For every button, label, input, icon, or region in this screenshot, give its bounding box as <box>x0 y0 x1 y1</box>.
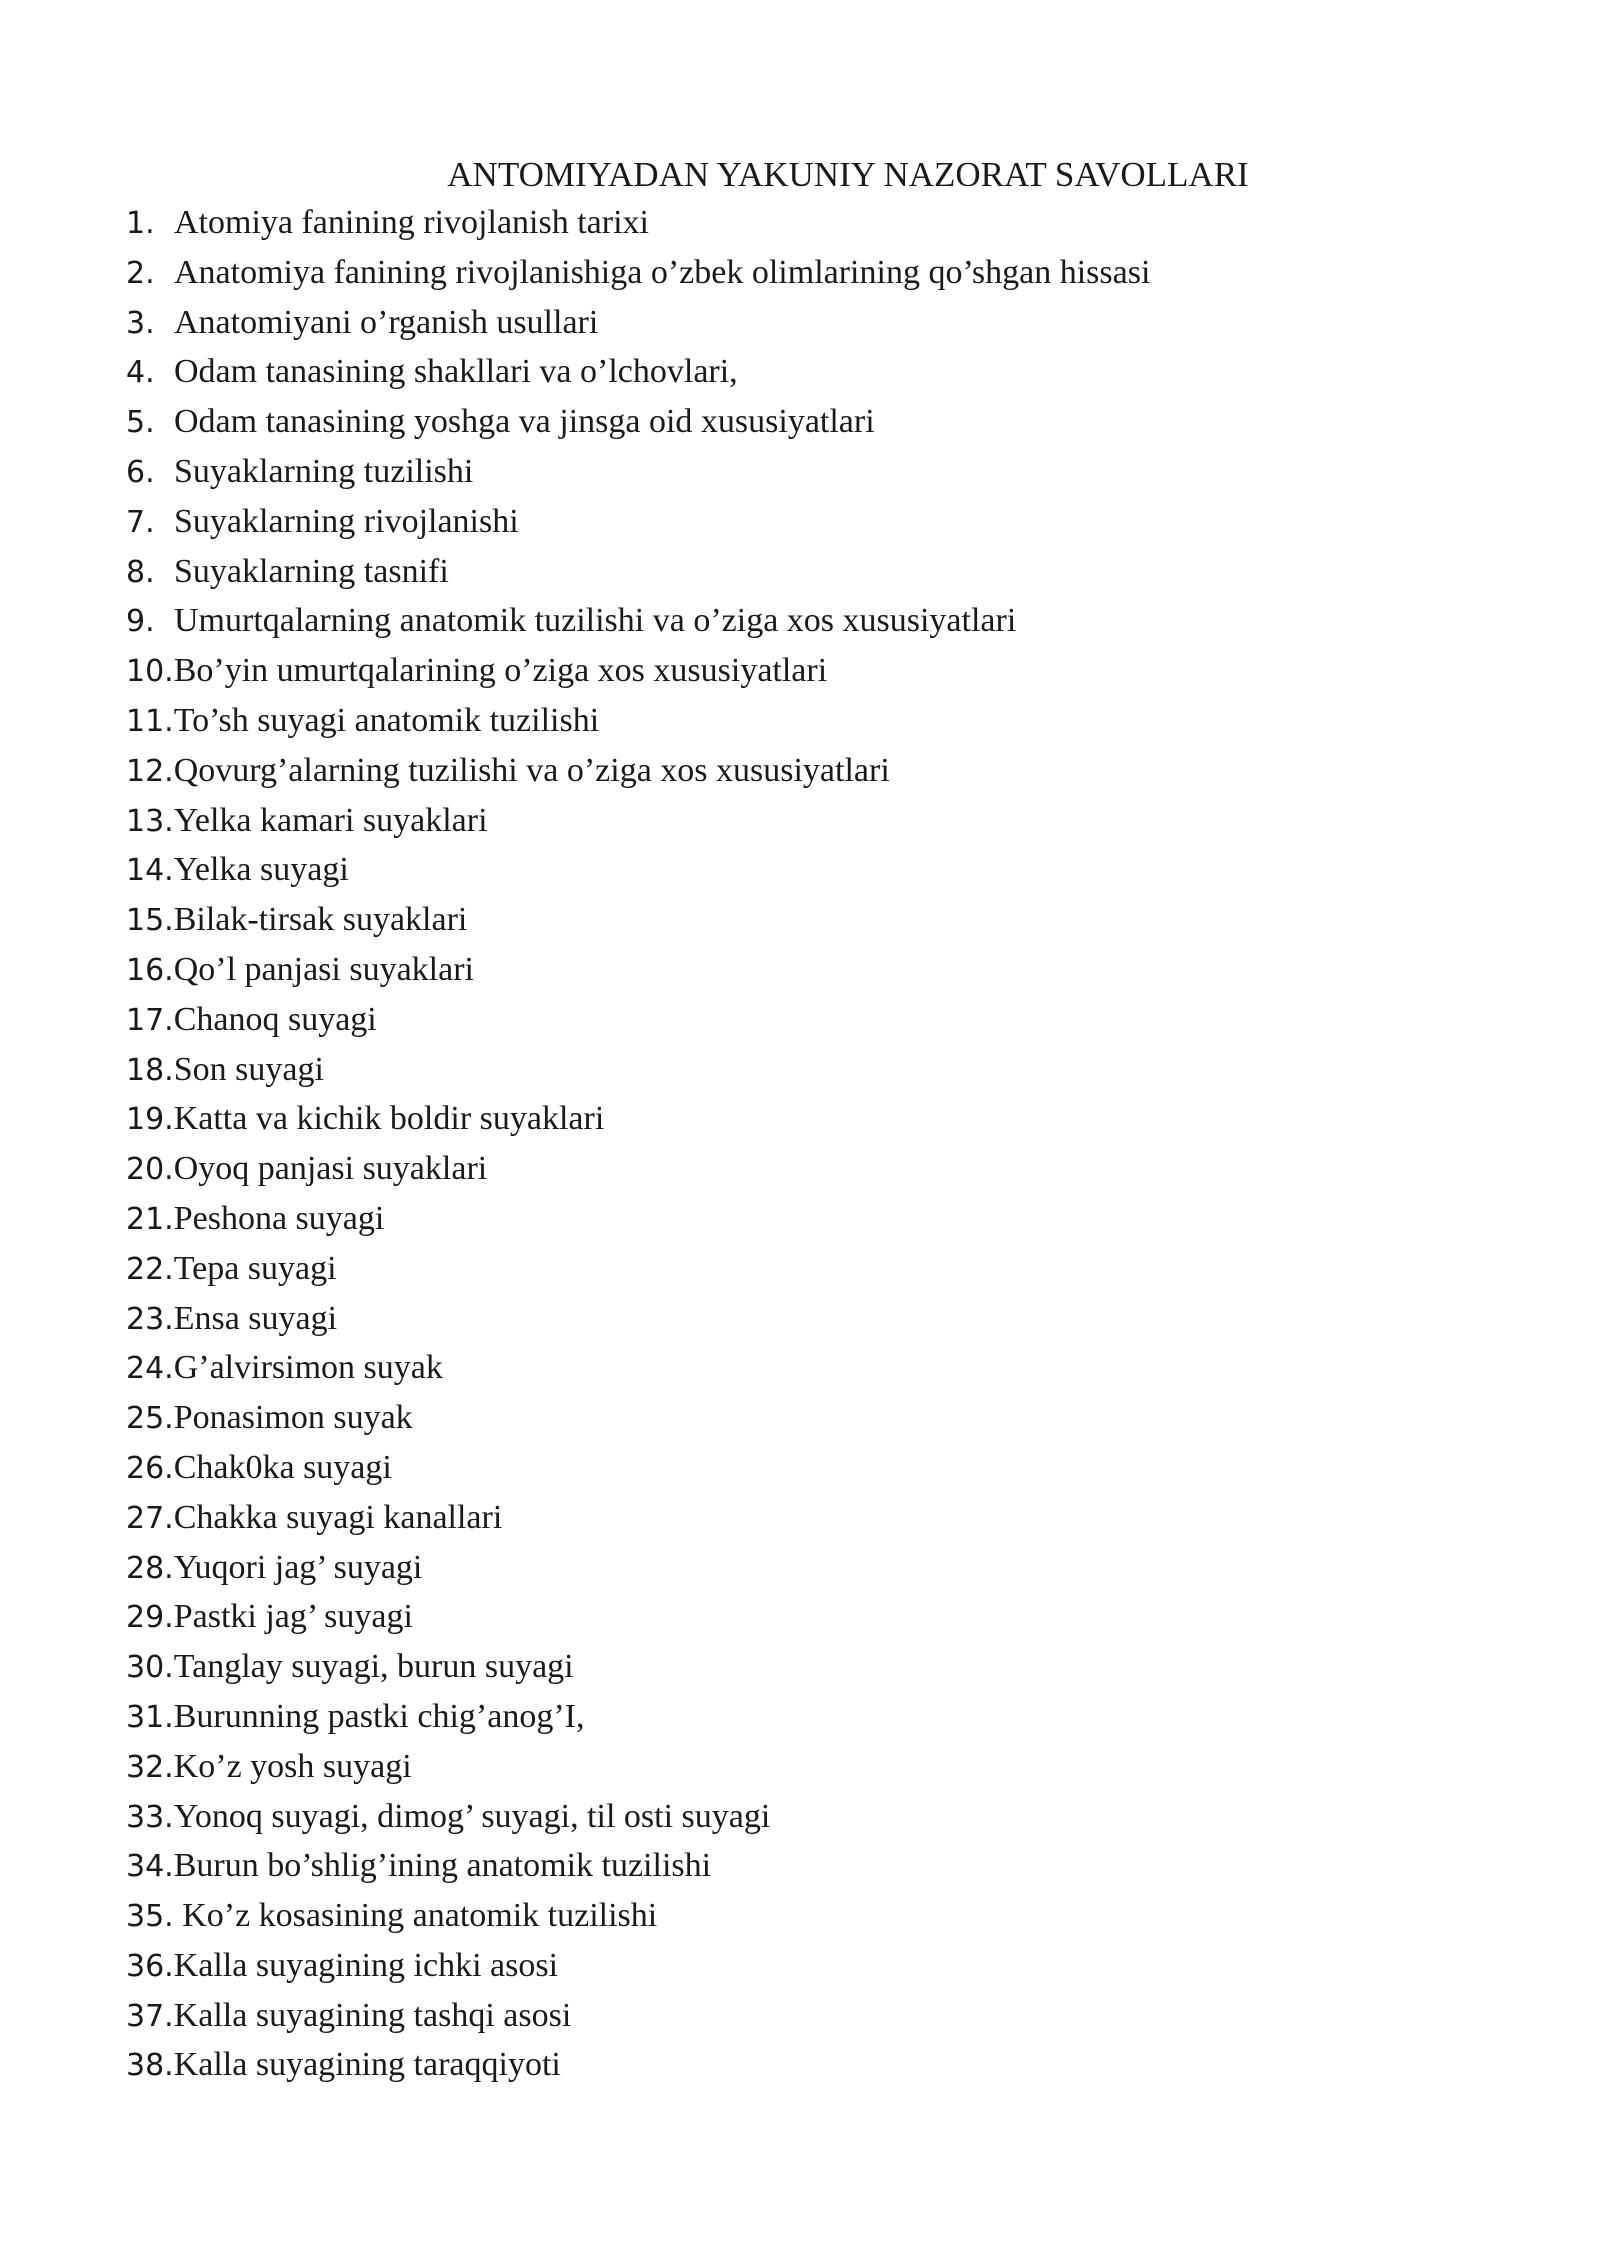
question-number: 35. <box>126 1899 174 1935</box>
question-text: Bilak-tirsak suyaklari <box>173 901 468 939</box>
question-text: Tepa suyagi <box>173 1249 337 1287</box>
question-number: 10. <box>126 654 174 690</box>
question-text: G’alvirsimon suyak <box>173 1349 443 1387</box>
question-text: Son suyagi <box>173 1050 324 1088</box>
question-number: 3. <box>126 305 155 341</box>
question-number: 15. <box>126 903 174 939</box>
question-number: 11. <box>126 703 174 739</box>
question-text: Suyaklarning rivojlanishi <box>174 502 519 540</box>
question-text: Chakka suyagi kanallari <box>173 1498 503 1536</box>
question-number: 17. <box>126 1002 174 1038</box>
question-item <box>126 1742 1150 1792</box>
question-list <box>126 198 1150 2090</box>
question-number: 38. <box>126 2048 174 2084</box>
question-number: 28. <box>126 1550 174 1586</box>
question-text: Odam tanasining yoshga va jinsga oid xususiyatlari <box>174 403 875 441</box>
question-item <box>126 995 1150 1045</box>
question-text: Suyaklarning tasnifi <box>174 552 449 590</box>
question-number: 29. <box>126 1600 174 1636</box>
question-item <box>126 895 1150 945</box>
question-item <box>126 845 1150 895</box>
question-item <box>126 1045 1150 1095</box>
question-number: 27. <box>126 1500 174 1536</box>
question-text: Kalla suyagining tashqi asosi <box>173 1996 572 2034</box>
question-number: 36. <box>126 1948 174 1984</box>
question-text: Chanoq suyagi <box>173 1000 377 1038</box>
question-number: 31. <box>126 1699 174 1735</box>
question-text: Ko’z yosh suyagi <box>173 1747 412 1785</box>
question-item <box>126 1642 1150 1692</box>
question-item <box>126 1891 1150 1941</box>
question-item <box>126 1991 1150 2041</box>
question-text: Kalla suyagining taraqqiyoti <box>173 2046 561 2084</box>
question-number: 22. <box>126 1251 174 1287</box>
question-item <box>126 1941 1150 1991</box>
question-item <box>126 1343 1150 1393</box>
question-text: Ensa suyagi <box>173 1299 338 1337</box>
question-number: 20. <box>126 1152 174 1188</box>
question-text: Qo’l panjasi suyaklari <box>173 950 474 988</box>
question-text: Yonoq suyagi, dimog’ suyagi, til osti suyagi <box>173 1797 771 1835</box>
question-number: 37. <box>126 1998 174 2034</box>
question-item <box>126 248 1150 298</box>
question-text: Burun bo’shlig’ining anatomik tuzilishi <box>173 1847 712 1885</box>
question-text: Bo’yin umurtqalarining o’ziga xos xususiyatlari <box>173 652 828 690</box>
question-number: 33. <box>126 1799 174 1835</box>
question-number: 30. <box>126 1650 174 1686</box>
question-item <box>126 1294 1150 1344</box>
question-item <box>126 1543 1150 1593</box>
question-item <box>126 746 1150 796</box>
question-item <box>126 1792 1150 1842</box>
question-item <box>126 1144 1150 1194</box>
question-item <box>126 298 1150 348</box>
question-item <box>126 796 1150 846</box>
question-number: 14. <box>126 853 174 889</box>
question-text: Qovurg’alarning tuzilishi va o’ziga xos xususiyatlari <box>173 751 890 789</box>
question-text: Pastki jag’ suyagi <box>173 1598 413 1636</box>
question-text: Yuqori jag’ suyagi <box>173 1548 423 1586</box>
question-item <box>126 596 1150 646</box>
question-number: 16. <box>126 952 174 988</box>
question-number: 5. <box>126 405 155 441</box>
question-text: Odam tanasining shakllari va o’lchovlari, <box>174 353 738 391</box>
question-item <box>126 347 1150 397</box>
question-number: 23. <box>126 1301 174 1337</box>
question-number: 19. <box>126 1102 174 1138</box>
question-number: 25. <box>126 1401 174 1437</box>
question-item <box>126 1244 1150 1294</box>
question-number: 26. <box>126 1450 174 1486</box>
question-item <box>126 1592 1150 1642</box>
question-number: 13. <box>126 803 174 839</box>
question-text: Ko’z kosasining anatomik tuzilishi <box>173 1897 658 1935</box>
document-title: ANTOMIYADAN YAKUNIY NAZORAT SAVOLLARI <box>447 155 1249 194</box>
question-text: Umurtqalarning anatomik tuzilishi va o’ziga xos xususiyatlari <box>174 602 1017 640</box>
question-item <box>126 397 1150 447</box>
question-text: Katta va kichik boldir suyaklari <box>173 1100 605 1138</box>
question-text: To’sh suyagi anatomik tuzilishi <box>173 701 600 739</box>
question-item <box>126 1841 1150 1891</box>
question-item <box>126 1692 1150 1742</box>
question-number: 6. <box>126 454 155 490</box>
question-number: 1. <box>126 206 155 241</box>
question-text: Tanglay suyagi, burun suyagi <box>173 1648 574 1686</box>
question-text: Kalla suyagining ichki asosi <box>173 1946 559 1984</box>
question-item <box>126 497 1150 547</box>
question-item <box>126 1493 1150 1543</box>
question-text: Ponasimon suyak <box>173 1399 413 1437</box>
question-number: 34. <box>126 1849 174 1885</box>
question-item <box>126 1393 1150 1443</box>
question-text: Peshona suyagi <box>173 1199 385 1237</box>
question-number: 9. <box>126 604 155 640</box>
question-text: Atomiya fanining rivojlanish tarixi <box>174 204 649 241</box>
question-number: 24. <box>126 1351 174 1387</box>
question-number: 4. <box>126 355 155 391</box>
question-item <box>126 2040 1150 2090</box>
question-text: Anatomiyani o’rganish usullari <box>174 303 599 341</box>
question-item <box>126 547 1150 597</box>
question-text: Burunning pastki chig’anog’I, <box>173 1697 585 1735</box>
question-text: Yelka suyagi <box>173 851 349 889</box>
question-number: 12. <box>126 753 174 789</box>
question-item <box>126 1443 1150 1493</box>
question-item <box>126 1094 1150 1144</box>
question-item <box>126 1194 1150 1244</box>
question-number: 18. <box>126 1052 174 1088</box>
question-number: 2. <box>126 255 155 291</box>
question-text: Anatomiya fanining rivojlanishiga o’zbek olimlarining qo’shgan hissasi <box>174 253 1151 291</box>
question-text: Oyoq panjasi suyaklari <box>173 1150 488 1188</box>
question-text: Chak0ka suyagi <box>173 1448 392 1486</box>
question-text: Yelka kamari suyaklari <box>173 801 488 839</box>
question-number: 21. <box>126 1201 174 1237</box>
question-number: 7. <box>126 504 155 540</box>
question-item <box>126 646 1150 696</box>
question-text: Suyaklarning tuzilishi <box>174 452 474 490</box>
question-item <box>126 945 1150 995</box>
question-number: 8. <box>126 554 155 590</box>
question-number: 32. <box>126 1749 174 1785</box>
question-item <box>126 198 1150 248</box>
question-item <box>126 696 1150 746</box>
question-item <box>126 447 1150 497</box>
